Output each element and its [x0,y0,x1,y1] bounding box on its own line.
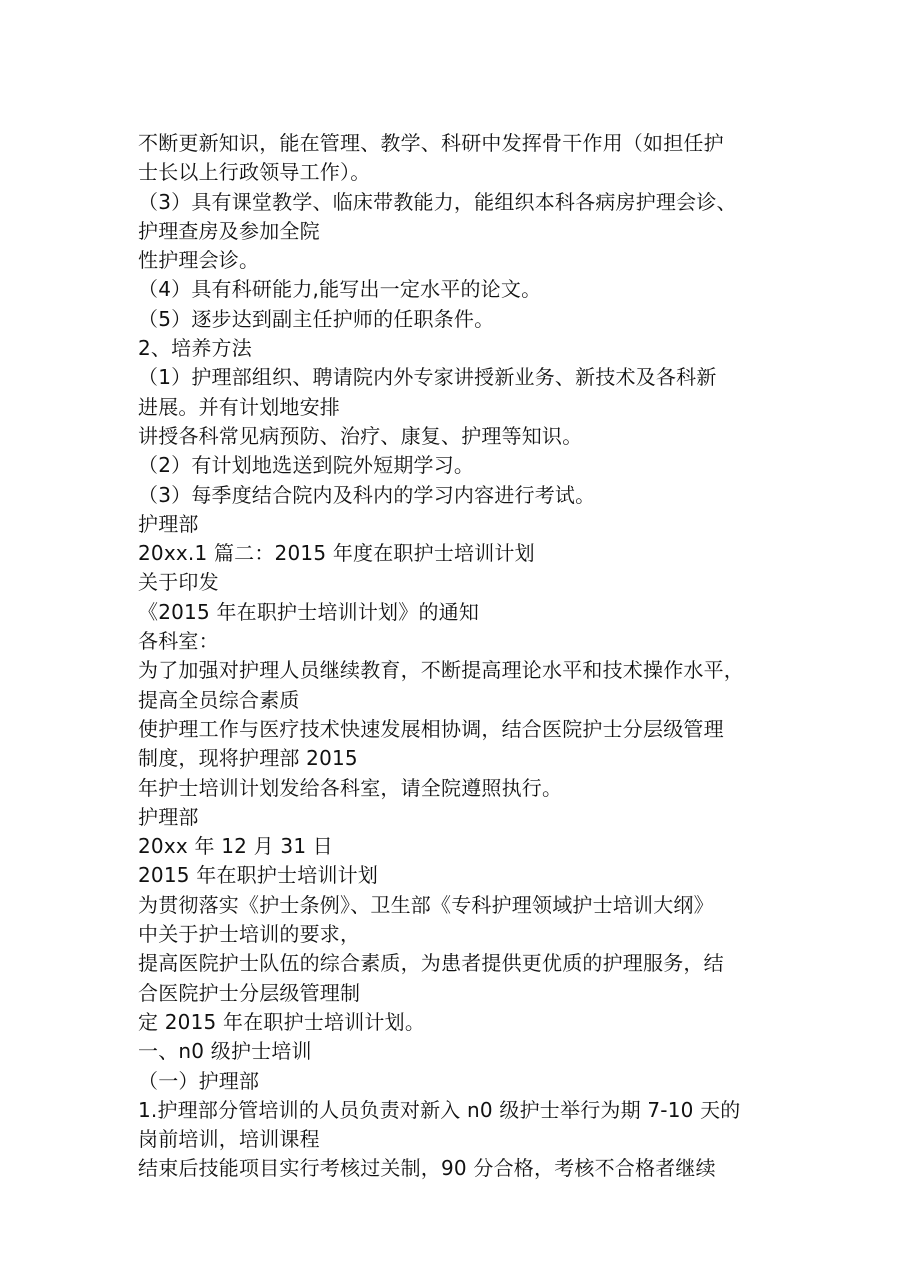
text-line: 为了加强对护理人员继续教育，不断提高理论水平和技术操作水平， [138,658,744,683]
text-line: 护理查房及参加全院 [138,218,320,243]
text-line: 20xx.1 篇二：2015 年度在职护士培训计划 [138,541,535,566]
text-line: 合医院护士分层级管理制 [138,980,361,1005]
text-line: 提高医院护士队伍的综合素质，为患者提供更优质的护理服务，结 [138,951,724,976]
text-line: （5）逐步达到副主任护师的任职条件。 [138,306,495,331]
text-line: 士长以上行政领导工作）。 [138,160,371,185]
document-body [138,129,788,1184]
plan-title: 2015 年在职护士培训计划 [138,863,379,888]
notice-title: 关于印发 [138,570,219,595]
text-line: （2）有计划地选送到院外短期学习。 [138,453,475,478]
notice-title: 《2015 年在职护士培训计划》的通知 [138,599,480,624]
signature-dept: 护理部 [138,511,199,536]
section-heading: 一、n0 级护士培训 [138,1039,312,1064]
section-heading: 2、培养方法 [138,336,252,361]
text-line: 不断更新知识，能在管理、教学、科研中发挥骨干作用（如担任护 [138,131,724,155]
text-line: 中关于护士培训的要求， [138,922,361,947]
signature-date: 20xx 年 12 月 31 日 [138,834,334,859]
signature-dept: 护理部 [138,804,199,829]
text-line: 1.护理部分管培训的人员负责对新入 n0 级护士举行为期 7-10 天的 [138,1097,741,1122]
text-line: （3）具有课堂教学、临床带教能力，能组织本科各病房护理会诊、 [138,189,737,214]
text-line: 结束后技能项目实行考核过关制，90 分合格，考核不合格者继续 [138,1156,716,1181]
text-line: （1）护理部组织、聘请院内外专家讲授新业务、新技术及各科新 [138,365,717,390]
text-line: 提高全员综合素质 [138,687,300,712]
text-line: 使护理工作与医疗技术快速发展相协调，结合医院护士分层级管理 [138,716,724,741]
text-line: 制度，现将护理部 2015 [138,746,358,771]
text-line: 为贯彻落实《护士条例》、卫生部《专科护理领域护士培训大纲》 [138,892,714,917]
text-line: 进展。并有计划地安排 [138,394,340,419]
text-line: 定 2015 年在职护士培训计划。 [138,1009,426,1034]
text-line: 年护士培训计划发给各科室，请全院遵照执行。 [138,775,563,800]
text-line: （4）具有科研能力,能写出一定水平的论文。 [138,277,542,302]
subsection-heading: （一）护理部 [138,1068,260,1093]
salutation: 各科室： [138,629,219,654]
text-line: 讲授各科常见病预防、治疗、康复、护理等知识。 [138,423,583,448]
text-line: 性护理会诊。 [138,248,260,273]
text-line: 岗前培训，培训课程 [138,1127,320,1152]
text-line: （3）每季度结合院内及科内的学习内容进行考试。 [138,482,596,507]
